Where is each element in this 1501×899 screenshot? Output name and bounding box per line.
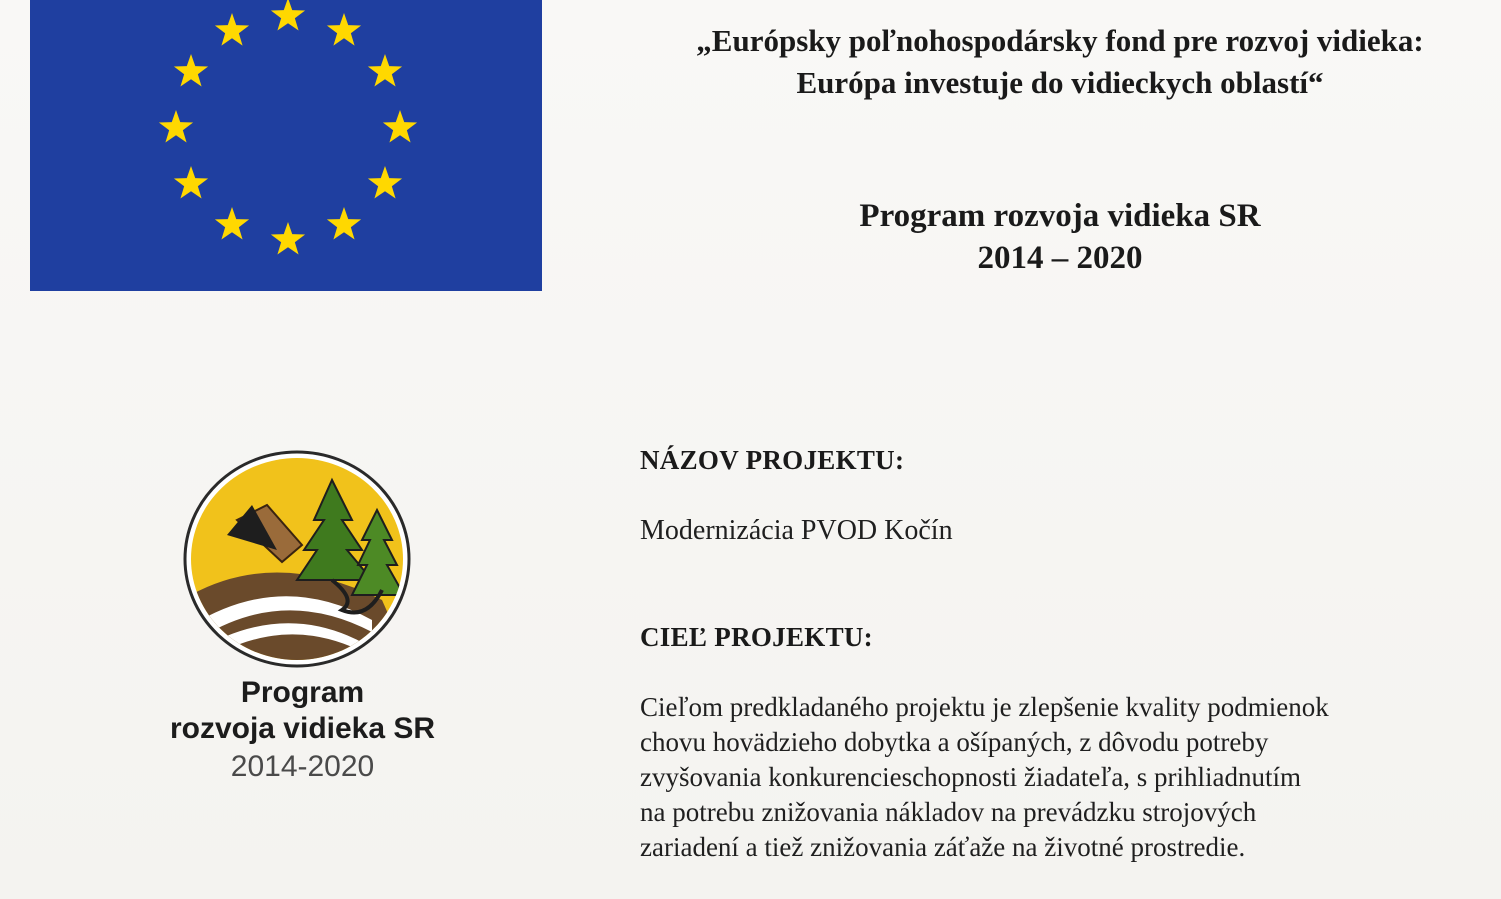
fund-motto xyxy=(560,20,1501,104)
eu-star-icon xyxy=(215,13,249,46)
landscape-logo-icon xyxy=(182,450,412,668)
project-goal-label: CIEĽ PROJEKTU: xyxy=(640,622,873,652)
prv-title-line-2: rozvoja vidieka SR xyxy=(169,712,436,745)
eu-star-icon xyxy=(327,13,361,46)
project-name-label: NÁZOV PROJEKTU: xyxy=(640,445,905,475)
eu-star-icon xyxy=(215,207,249,240)
eu-star-icon xyxy=(271,0,305,31)
goal-line: Cieľom predkladaného projektu je zlepšenie kvality podmienok xyxy=(640,692,1329,722)
goal-line: zvyšovania konkurencieschopnosti žiadateľa, s prihliadnutím xyxy=(640,762,1302,792)
program-years: 2014 – 2020 xyxy=(977,240,1143,276)
eu-star-icon xyxy=(174,54,208,87)
project-goal-text xyxy=(640,690,1490,865)
program-heading xyxy=(560,195,1501,279)
goal-line: zariadení a tiež znižovania záťaže na životné prostredie. xyxy=(640,832,1246,862)
prv-title-line-1: Program xyxy=(240,676,365,709)
eu-flag xyxy=(30,0,542,291)
eu-star-icon xyxy=(174,166,208,199)
eu-star-icon xyxy=(368,166,402,199)
eu-star-icon xyxy=(368,54,402,87)
goal-line: chovu hovädzieho dobytka a ošípaných, z dôvodu potreby xyxy=(640,727,1269,757)
prv-logo-years: 2014-2020 xyxy=(230,750,375,783)
motto-line-1: „Európsky poľnohospodársky fond pre rozvoj vidieka: xyxy=(696,23,1424,58)
prv-logo-title xyxy=(100,675,505,747)
eu-star-icon xyxy=(271,222,305,255)
eu-star-icon xyxy=(327,207,361,240)
goal-line: na potrebu znižovania nákladov na prevádzku strojových xyxy=(640,797,1257,827)
prv-logo xyxy=(182,450,412,668)
eu-star-icon xyxy=(383,110,417,143)
project-name-value: Modernizácia PVOD Kočín xyxy=(640,515,953,546)
motto-line-2: Európa investuje do vidieckych oblastí“ xyxy=(796,65,1324,100)
program-title: Program rozvoja vidieka SR xyxy=(859,198,1261,234)
eu-flag-icon xyxy=(30,0,542,291)
eu-star-icon xyxy=(159,110,193,143)
